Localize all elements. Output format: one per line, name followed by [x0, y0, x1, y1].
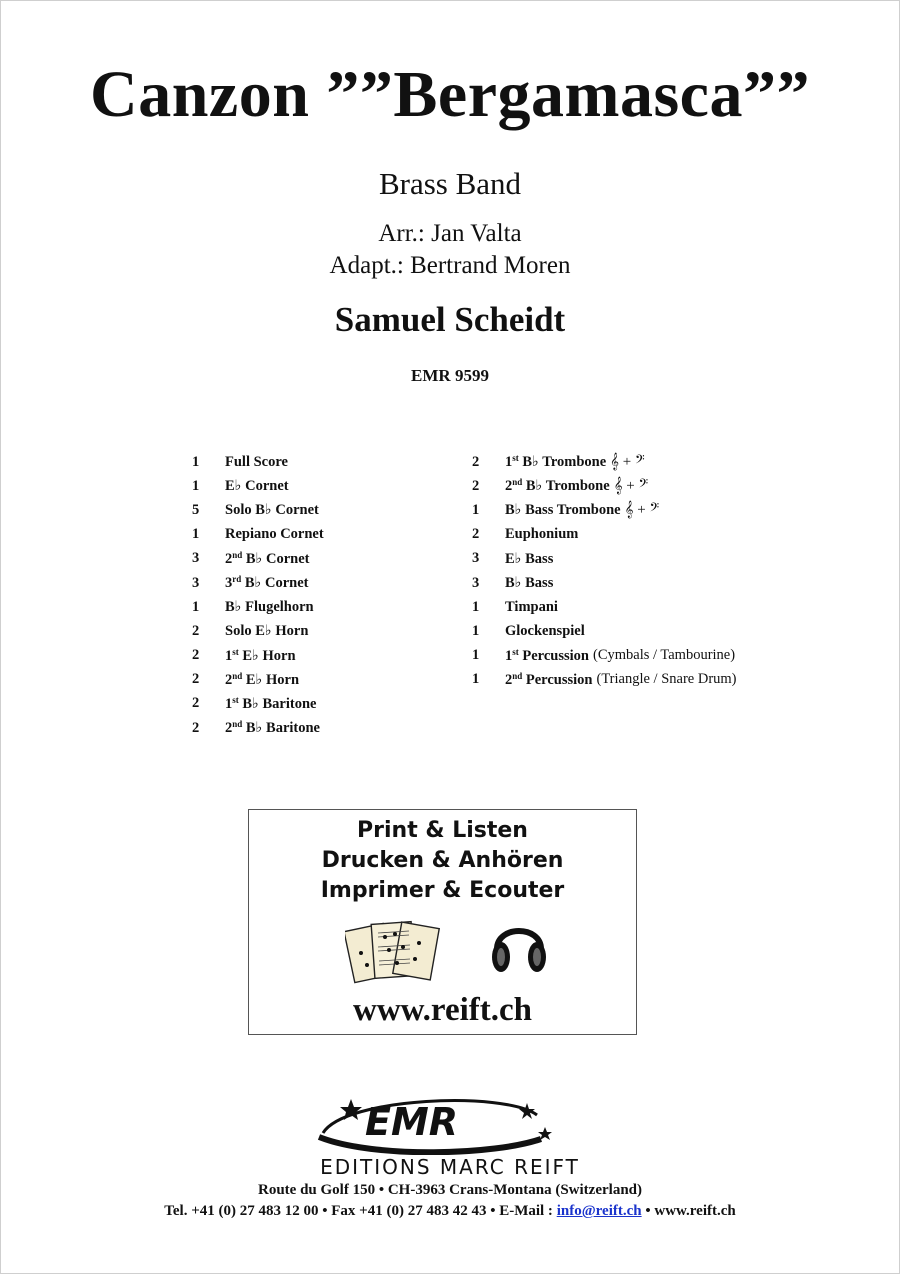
part-quantity: 2 [192, 719, 200, 736]
promo-website[interactable]: www.reift.ch [352, 992, 533, 1028]
part-ordinal: 2 [225, 550, 233, 567]
clef-icon: 𝄞 + 𝄢 [624, 502, 660, 519]
part-name [505, 599, 558, 616]
part-ordinal: 2 [505, 671, 513, 688]
part-name [225, 719, 320, 737]
part-name [225, 647, 296, 665]
part-ordinal-suffix: rd [232, 574, 242, 585]
part-quantity: 1 [192, 526, 200, 543]
part-name [505, 526, 578, 543]
part-quantity: 2 [472, 453, 480, 470]
part-row [472, 523, 737, 547]
part-ordinal-suffix: nd [232, 549, 243, 560]
part-ordinal: 2 [505, 478, 513, 495]
part-quantity: 1 [192, 453, 200, 470]
part-quantity: 1 [472, 598, 480, 615]
part-ordinal-suffix: nd [512, 670, 523, 681]
part-instrument: E♭ Horn [242, 671, 300, 688]
part-quantity: 3 [192, 574, 200, 591]
part-instrument: E♭ Cornet [225, 478, 289, 495]
part-quantity: 1 [472, 647, 480, 664]
part-quantity: 3 [472, 550, 480, 567]
part-name [225, 550, 310, 568]
part-ordinal-suffix: st [232, 694, 239, 705]
arranger-credit: Arr.: Jan Valta [378, 220, 522, 247]
part-instrument: Percussion [522, 671, 593, 688]
promo-line-german: Drucken & Anhören [321, 848, 564, 873]
part-row [192, 716, 324, 740]
part-name [225, 671, 299, 689]
part-ordinal-suffix: st [512, 453, 519, 464]
part-row [472, 595, 737, 619]
part-name [505, 550, 553, 568]
headphones-icon [489, 911, 549, 977]
part-name [505, 623, 585, 640]
part-name [505, 671, 593, 689]
part-instrument: E♭ Bass [505, 550, 554, 567]
part-row [192, 450, 324, 474]
part-name [225, 695, 316, 713]
part-name [505, 501, 621, 519]
part-ordinal: 3 [225, 575, 233, 592]
part-row [472, 668, 737, 692]
part-instrument: Glockenspiel [505, 622, 585, 639]
part-instrument: Solo B♭ Cornet [225, 502, 319, 519]
part-quantity: 1 [472, 671, 480, 688]
publisher-name: EDITIONS MARC REIFT [320, 1155, 580, 1179]
clef-icon: 𝄞 + 𝄢 [613, 478, 649, 495]
catalog-number: EMR 9599 [411, 366, 489, 385]
part-ordinal: 1 [225, 695, 233, 712]
part-row [472, 498, 737, 522]
publisher-address: Route du Golf 150 • CH-3963 Crans-Montana (Switzerland) [258, 1182, 642, 1198]
part-instrument: B♭ Baritone [238, 695, 317, 712]
part-instrument: B♭ Cornet [241, 575, 309, 592]
part-ordinal: 1 [505, 647, 513, 664]
part-name [225, 598, 314, 616]
print-listen-box [248, 809, 637, 1035]
part-row [472, 571, 737, 595]
part-instrument: Percussion [518, 647, 589, 664]
sheet-music-icon [345, 913, 441, 987]
part-instrument: B♭ Cornet [242, 550, 310, 567]
part-row [192, 644, 324, 668]
part-instrument: B♭ Flugelhorn [225, 599, 314, 616]
emr-logo [305, 1093, 565, 1155]
part-row [192, 523, 324, 547]
contact-website: • www.reift.ch [641, 1203, 736, 1219]
part-quantity: 2 [472, 477, 480, 494]
part-row [192, 692, 324, 716]
part-instrument-note: (Triangle / Snare Drum) [596, 671, 737, 688]
part-row [472, 474, 737, 498]
part-instrument: Full Score [225, 453, 288, 470]
part-instrument: Repiano Cornet [225, 526, 324, 543]
part-instrument: B♭ Trombone [518, 454, 607, 471]
part-row [192, 595, 324, 619]
part-quantity: 1 [192, 477, 200, 494]
promo-line-english: Print & Listen [357, 818, 528, 843]
part-ordinal: 1 [505, 454, 513, 471]
part-instrument: B♭ Bass [505, 575, 554, 592]
part-quantity: 2 [192, 695, 200, 712]
part-instrument: B♭ Baritone [242, 720, 320, 737]
part-name [225, 574, 309, 592]
part-ordinal: 2 [225, 720, 233, 737]
part-name [505, 477, 610, 495]
adapter-credit: Adapt.: Bertrand Moren [329, 252, 571, 279]
part-name [225, 622, 308, 640]
part-ordinal-suffix: nd [512, 477, 523, 488]
parts-list-right [472, 450, 737, 692]
part-instrument: Timpani [505, 598, 558, 615]
part-row [472, 619, 737, 643]
part-quantity: 1 [192, 598, 200, 615]
composer-name: Samuel Scheidt [334, 300, 566, 339]
part-name [225, 477, 289, 495]
contact-phone-fax: Tel. +41 (0) 27 483 12 00 • Fax +41 (0) 27 483 42 43 • E-Mail : [164, 1203, 557, 1219]
part-name [225, 526, 324, 543]
part-quantity: 3 [192, 550, 200, 567]
part-instrument: Euphonium [505, 526, 579, 543]
part-instrument: B♭ Bass Trombone [505, 502, 621, 519]
part-name [505, 453, 606, 471]
part-instrument: E♭ Horn [238, 647, 296, 664]
part-instrument-note: (Cymbals / Tambourine) [592, 647, 736, 664]
part-row [192, 668, 324, 692]
svg-text:EMR: EMR [365, 1100, 459, 1144]
part-ordinal-suffix: nd [232, 670, 243, 681]
score-title: Canzon ””Bergamasca”” [90, 58, 810, 131]
part-name [505, 574, 553, 592]
parts-list-left [192, 450, 324, 740]
part-row [192, 619, 324, 643]
part-name [225, 454, 288, 471]
part-quantity: 2 [192, 671, 200, 688]
publisher-contact [0, 1203, 900, 1220]
ensemble-subtitle: Brass Band [378, 166, 522, 201]
part-row [192, 547, 324, 571]
part-name [225, 501, 319, 519]
part-row [192, 498, 324, 522]
part-quantity: 2 [472, 526, 480, 543]
part-row [192, 474, 324, 498]
clef-icon: 𝄞 + 𝄢 [610, 454, 645, 471]
part-ordinal-suffix: st [512, 646, 519, 657]
part-row [472, 644, 737, 668]
part-quantity: 5 [192, 501, 200, 518]
part-ordinal-suffix: st [232, 646, 239, 657]
part-quantity: 1 [472, 501, 480, 518]
part-row [472, 450, 737, 474]
part-ordinal-suffix: nd [232, 719, 243, 730]
part-quantity: 2 [192, 622, 200, 639]
part-instrument: B♭ Trombone [522, 478, 610, 495]
part-quantity: 1 [472, 622, 480, 639]
part-instrument: Solo E♭ Horn [225, 623, 309, 640]
part-ordinal: 1 [225, 647, 233, 664]
promo-line-french: Imprimer & Ecouter [320, 878, 565, 903]
part-row [472, 547, 737, 571]
part-quantity: 3 [472, 574, 480, 591]
email-link[interactable]: info@reift.ch [556, 1203, 642, 1219]
part-ordinal: 2 [225, 671, 233, 688]
part-name [505, 647, 589, 665]
part-row [192, 571, 324, 595]
part-quantity: 2 [192, 647, 200, 664]
